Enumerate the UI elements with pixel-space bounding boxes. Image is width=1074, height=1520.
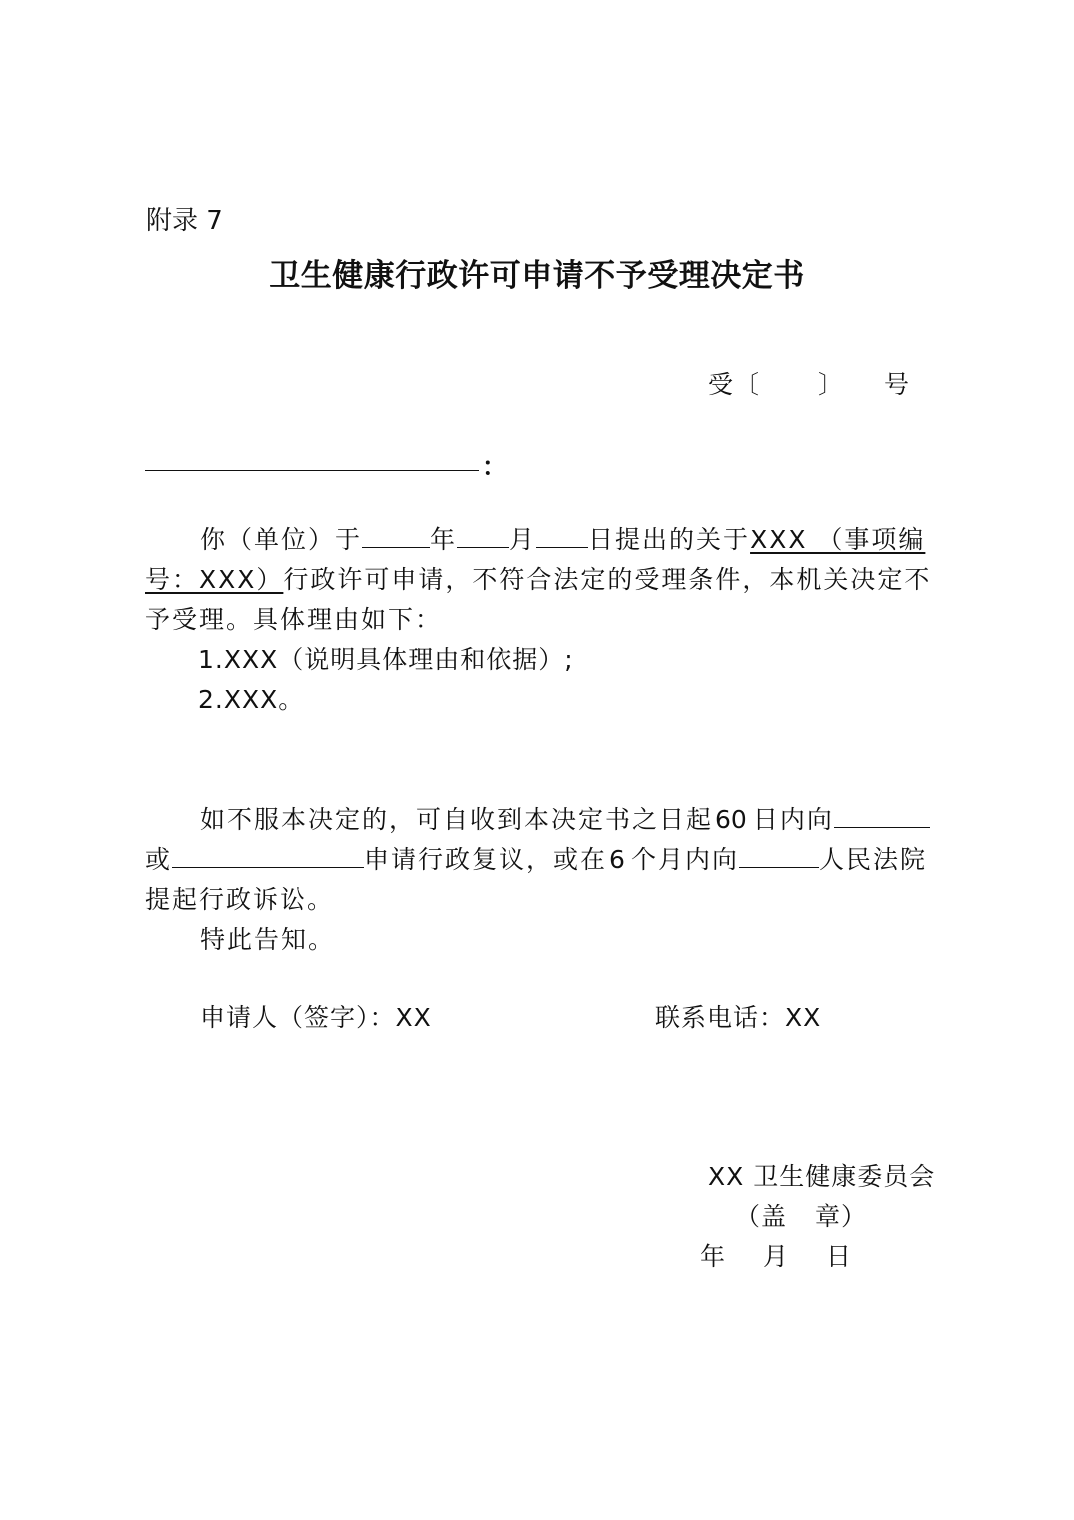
paragraph-2-line-3: 提起行政诉讼。 — [145, 885, 335, 914]
year-blank — [362, 525, 430, 548]
p2-court-text: 人民法院 — [818, 845, 927, 874]
doc-number-bracket-close: 〕 — [818, 370, 845, 399]
addressee-blank-line — [145, 470, 479, 471]
p2-review-text: 申请行政复议，或在 — [364, 845, 608, 874]
p1-year-text: 年 — [430, 525, 458, 554]
doc-number-suffix: 号 — [884, 370, 911, 399]
p2-days-number: 60 — [715, 805, 747, 834]
appendix-label: 附录 7 — [146, 206, 223, 236]
reason-item-1: 1.XXX（说明具体理由和依据）; — [198, 645, 574, 674]
p2-or-text: 或 — [145, 845, 173, 874]
document-number — [708, 365, 910, 401]
doc-number-prefix: 受〔 — [708, 370, 761, 399]
seal-open: （盖 — [735, 1202, 788, 1231]
p1-day-text: 日提出的关于 — [588, 525, 751, 554]
seal-close: 章） — [815, 1202, 868, 1231]
issue-date — [700, 1237, 851, 1273]
p2-days-after-text: 日内向 — [752, 805, 834, 834]
paragraph-1-line-2 — [145, 560, 931, 596]
p2-start-text: 如不服本决定的，可自收到本决定书之日起 — [200, 805, 714, 834]
document-title: 卫生健康行政许可申请不予受理决定书 — [269, 258, 805, 294]
addressee-colon: ： — [482, 452, 508, 481]
reason-item-2: 2.XXX。 — [198, 685, 305, 714]
month-blank — [457, 525, 509, 548]
item-name-underlined: XXX （事项编 — [750, 525, 926, 554]
item-code-underlined: 号：XXX） — [145, 565, 284, 594]
court-blank — [739, 845, 819, 868]
reconsideration-body-blank-2 — [172, 845, 364, 868]
applicant-signature: 申请人（签字）：XX — [200, 1003, 432, 1032]
notice-text: 特此告知。 — [200, 925, 336, 954]
p1-start-text: 你（单位）于 — [200, 525, 363, 554]
date-day: 日 — [826, 1242, 852, 1271]
paragraph-2-line-1 — [200, 800, 930, 836]
contact-phone: 联系电话：XX — [655, 1003, 822, 1032]
paragraph-1-line-3: 予受理。具体理由如下： — [145, 605, 443, 634]
p2-months-after-text: 个月内向 — [630, 845, 739, 874]
p1-month-text: 月 — [509, 525, 537, 554]
issuing-organization: XX 卫生健康委员会 — [708, 1162, 936, 1191]
paragraph-1-line-1 — [200, 520, 925, 556]
date-month: 月 — [763, 1242, 789, 1271]
seal-note — [735, 1197, 867, 1233]
reconsideration-body-blank-1 — [834, 805, 930, 828]
p1-line2-text: 行政许可申请，不符合法定的受理条件，本机关决定不 — [283, 565, 932, 594]
p2-months-number: 6 — [609, 845, 625, 874]
day-blank — [536, 525, 588, 548]
paragraph-2-line-2 — [145, 840, 927, 876]
date-year: 年 — [700, 1242, 726, 1271]
